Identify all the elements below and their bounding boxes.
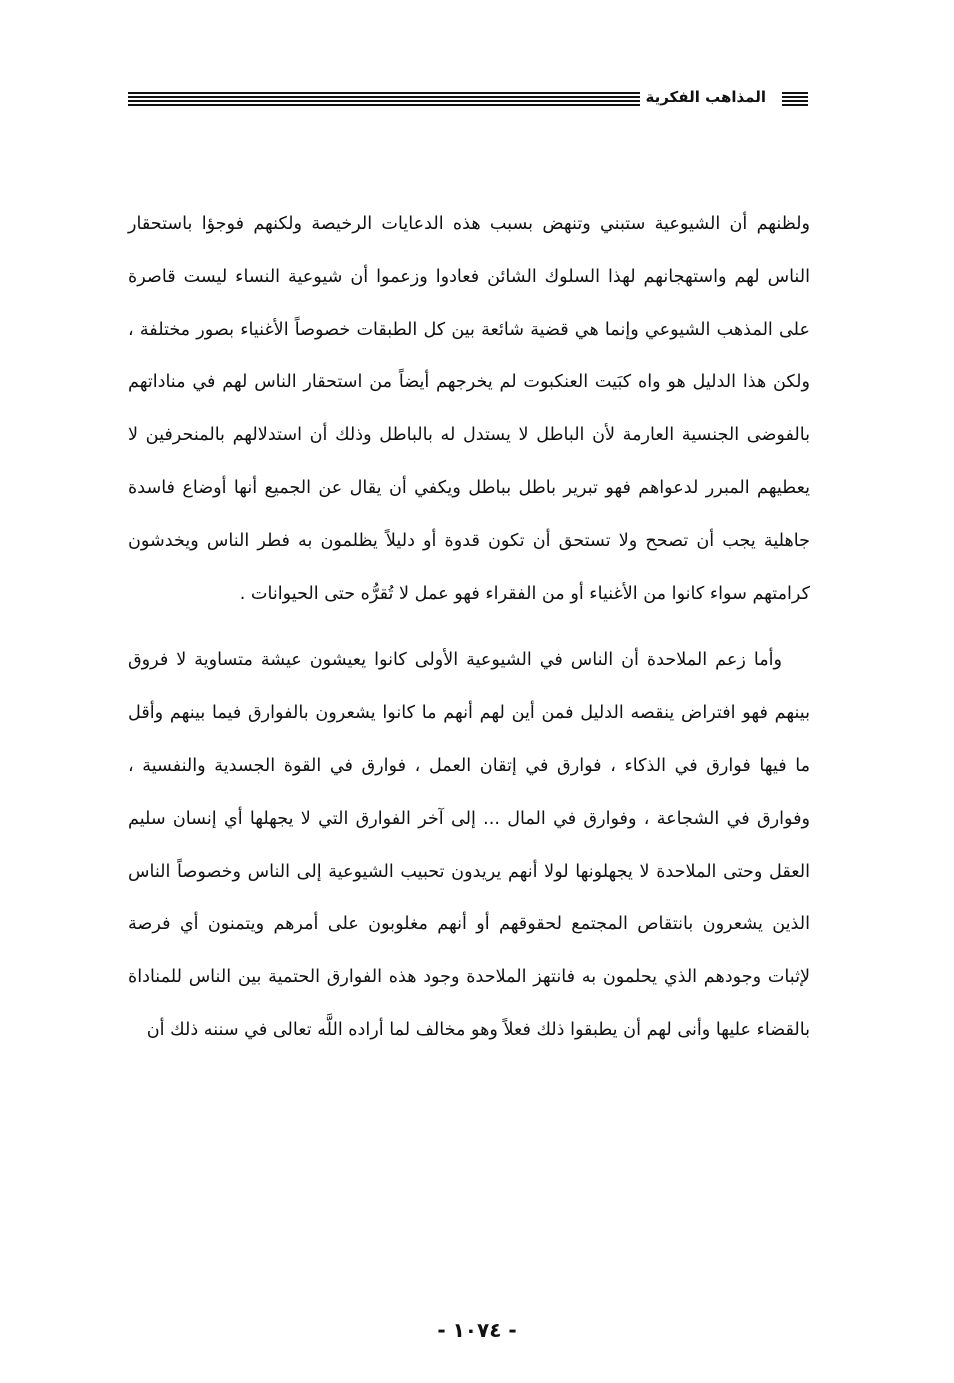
page-number: - ١٠٧٤ - <box>437 1318 517 1342</box>
header-ornament <box>782 92 808 110</box>
paragraph-2: وأما زعم الملاحدة أن الناس في الشيوعية الأولى كانوا يعيشون عيشة متساوية لا فروق بينهم فهو افتراض ينقصه الدليل فمن أين لهم أنهم ما كانوا يشعرون بالفوارق فيما بينهم وأقل ما فيها فوارق في الذكاء ، فوارق في إتقان العمل ، فوارق في القوة الجسدية والنفسية ، وفوارق في الشجاعة ، وفوارق في المال ... إلى آخر الفوارق التي لا يجهلها أي إنسان سليم العقل وحتى الملاحدة لا يجهلونها لولا أنهم يريدون تحبيب الشيوعية إلى الناس وخصوصاً الناس الذين يشعرون بانتقاص المجتمع لحقوقهم أو أنهم مغلوبون على أمرهم ويتمنون أي فرصة لإثبات وجودهم الذي يحلمون به فانتهز الملاحدة وجود هذه الفوارق الحتمية بين الناس للمناداة بالقضاء عليها وأنى لهم أن يطبقوا ذلك فعلاً وهو مخالف لما أراده اللَّه تعالى في سننه ذلك أن <box>128 650 810 1040</box>
body-text <box>128 198 810 1057</box>
paragraph-1: ولظنهم أن الشيوعية ستبني وتنهض بسبب هذه الدعايات الرخيصة ولكنهم فوجؤا باستحقار الناس لهم واستهجانهم لهذا السلوك الشائن فعادوا وزعموا أن شيوعية النساء ليست قاصرة على المذهب الشيوعي وإنما هي قضية شائعة بين كل الطبقات خصوصاً الأغنياء بصور مختلفة ، ولكن هذا الدليل هو واه كبَيت العنكبوت لم يخرجهم أيضاً من استحقار الناس لهم في مناداتهم بالفوضى الجنسية العارمة لأن الباطل لا يستدل له بالباطل وذلك أن استدلالهم بالمنحرفين لا يعطيهم المبرر لدعواهم فهو تبرير باطل بباطل ويكفي أن يقال عن الجميع أنها أوضاع فاسدة جاهلية يجب أن تصحح ولا تستحق أن تكون قدوة أو دليلاً يظلمون به فطر الناس ويخدشون كرامتهم سواء كانوا من الأغنياء أو من الفقراء فهو عمل لا تُقرُّه حتى الحيوانات . <box>128 214 810 604</box>
running-header <box>128 86 808 116</box>
header-rule-lines <box>128 92 640 110</box>
header-title: المذاهب الفكرية <box>640 88 773 106</box>
